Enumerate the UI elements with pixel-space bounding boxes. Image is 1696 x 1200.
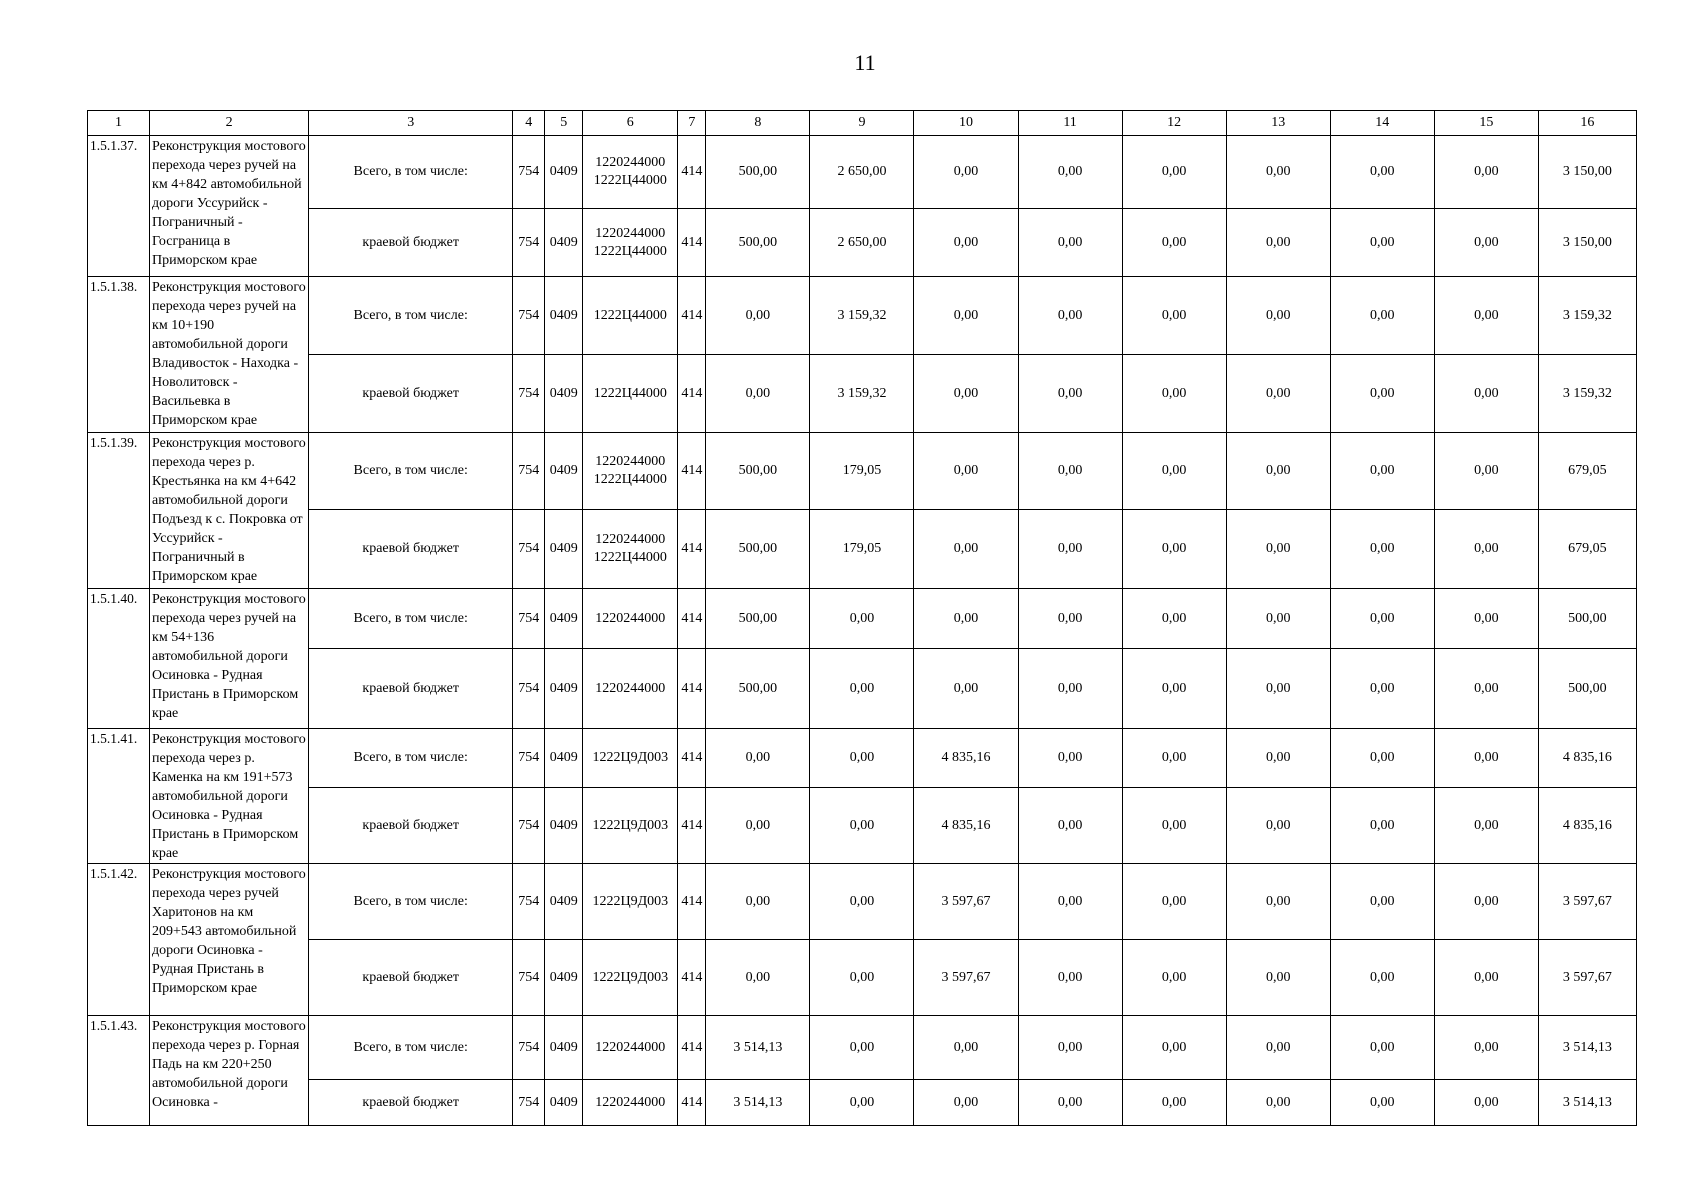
target-article-cell bbox=[583, 1016, 678, 1080]
section-code-cell: 0409 bbox=[545, 277, 583, 355]
table-row bbox=[88, 864, 1637, 940]
header-cell: 13 bbox=[1226, 111, 1330, 136]
table-row bbox=[88, 729, 1637, 788]
amount-cell: 500,00 bbox=[706, 433, 810, 510]
grbs-code-cell: 754 bbox=[513, 433, 545, 510]
section-code-cell: 0409 bbox=[545, 1016, 583, 1080]
amount-cell: 0,00 bbox=[1226, 510, 1330, 589]
amount-cell: 0,00 bbox=[810, 940, 914, 1016]
target-article-cell bbox=[583, 864, 678, 940]
amount-cell: 0,00 bbox=[1226, 649, 1330, 729]
amount-cell: 3 159,32 bbox=[810, 277, 914, 355]
header-cell: 15 bbox=[1434, 111, 1538, 136]
table-row bbox=[88, 277, 1637, 355]
target-article-code: 1220244000 bbox=[595, 454, 666, 469]
amount-cell: 0,00 bbox=[1018, 209, 1122, 277]
table-row bbox=[88, 1016, 1637, 1080]
amount-cell: 500,00 bbox=[706, 589, 810, 649]
amount-cell: 3 159,32 bbox=[1538, 277, 1636, 355]
target-article-cell bbox=[583, 940, 678, 1016]
amount-cell: 3 150,00 bbox=[1538, 136, 1636, 209]
amount-cell: 0,00 bbox=[706, 355, 810, 433]
amount-cell: 0,00 bbox=[914, 433, 1018, 510]
amount-cell: 0,00 bbox=[1330, 589, 1434, 649]
target-article-cell bbox=[583, 136, 678, 209]
header-cell: 9 bbox=[810, 111, 914, 136]
amount-cell: 0,00 bbox=[1434, 788, 1538, 864]
grbs-code-cell: 754 bbox=[513, 277, 545, 355]
header-cell: 2 bbox=[150, 111, 309, 136]
amount-cell: 3 150,00 bbox=[1538, 209, 1636, 277]
amount-cell: 0,00 bbox=[1122, 209, 1226, 277]
section-code-cell: 0409 bbox=[545, 788, 583, 864]
header-row bbox=[88, 111, 1637, 136]
funding-type-cell: Всего, в том числе: bbox=[309, 589, 513, 649]
target-article-code: 1222Ц9Д003 bbox=[592, 817, 669, 833]
amount-cell: 0,00 bbox=[1434, 433, 1538, 510]
target-article-code: 1222Ц44000 bbox=[593, 550, 667, 565]
funding-type-cell: Всего, в том числе: bbox=[309, 433, 513, 510]
expense-type-cell: 414 bbox=[678, 510, 706, 589]
expense-type-cell: 414 bbox=[678, 1080, 706, 1126]
expense-type-cell: 414 bbox=[678, 433, 706, 510]
target-article-code: 1220244000 bbox=[595, 225, 666, 241]
section-code-cell: 0409 bbox=[545, 355, 583, 433]
item-name-cell: Реконструкция мостового перехода через р. Горная Падь на км 220+250 автомобильной дороги Осиновка - bbox=[150, 1016, 309, 1126]
header-cell: 16 bbox=[1538, 111, 1636, 136]
target-article-code: 1222Ц9Д003 bbox=[592, 750, 669, 766]
amount-cell: 0,00 bbox=[1122, 649, 1226, 729]
amount-cell: 0,00 bbox=[1434, 729, 1538, 788]
section-code-cell: 0409 bbox=[545, 136, 583, 209]
target-article-cell bbox=[583, 277, 678, 355]
amount-cell: 0,00 bbox=[914, 209, 1018, 277]
amount-cell: 500,00 bbox=[706, 510, 810, 589]
amount-cell: 0,00 bbox=[1434, 940, 1538, 1016]
item-number-cell: 1.5.1.39. bbox=[88, 433, 150, 589]
item-number-cell: 1.5.1.42. bbox=[88, 864, 150, 1016]
budget-table bbox=[87, 110, 1637, 1126]
amount-cell: 4 835,16 bbox=[914, 729, 1018, 788]
expense-type-cell: 414 bbox=[678, 277, 706, 355]
item-name-cell: Реконструкция мостового перехода через р. Крестьянка на км 4+642 автомобильной дороги Подъезд к с. Покровка от Уссурийск - Пограничный в Приморском крае bbox=[150, 433, 309, 589]
expense-type-cell: 414 bbox=[678, 940, 706, 1016]
amount-cell: 0,00 bbox=[1226, 864, 1330, 940]
amount-cell: 0,00 bbox=[1018, 940, 1122, 1016]
amount-cell: 0,00 bbox=[706, 729, 810, 788]
header-cell: 8 bbox=[706, 111, 810, 136]
amount-cell: 0,00 bbox=[1330, 277, 1434, 355]
funding-type-cell: Всего, в том числе: bbox=[309, 277, 513, 355]
amount-cell: 0,00 bbox=[1226, 277, 1330, 355]
amount-cell: 0,00 bbox=[1226, 1080, 1330, 1126]
amount-cell: 0,00 bbox=[1330, 864, 1434, 940]
amount-cell: 0,00 bbox=[914, 136, 1018, 209]
table-row bbox=[88, 940, 1637, 1016]
section-code-cell: 0409 bbox=[545, 589, 583, 649]
target-article-cell bbox=[583, 355, 678, 433]
amount-cell: 0,00 bbox=[1434, 136, 1538, 209]
amount-cell: 0,00 bbox=[1018, 510, 1122, 589]
item-name-cell: Реконструкция мостового перехода через ручей на км 10+190 автомобильной дороги Владивосток - Находка - Новолитовск - Васильевка в Приморском крае bbox=[150, 277, 309, 433]
funding-type-cell: Всего, в том числе: bbox=[309, 729, 513, 788]
table-row bbox=[88, 510, 1637, 589]
amount-cell: 0,00 bbox=[1434, 510, 1538, 589]
expense-type-cell: 414 bbox=[678, 649, 706, 729]
amount-cell: 0,00 bbox=[1434, 649, 1538, 729]
amount-cell: 3 597,67 bbox=[1538, 864, 1636, 940]
target-article-cell bbox=[583, 209, 678, 277]
expense-type-cell: 414 bbox=[678, 355, 706, 433]
amount-cell: 0,00 bbox=[1434, 1016, 1538, 1080]
funding-type-cell: Всего, в том числе: bbox=[309, 864, 513, 940]
amount-cell: 0,00 bbox=[914, 277, 1018, 355]
amount-cell: 0,00 bbox=[1330, 940, 1434, 1016]
grbs-code-cell: 754 bbox=[513, 788, 545, 864]
target-article-code: 1222Ц44000 bbox=[593, 173, 667, 188]
amount-cell: 0,00 bbox=[1018, 649, 1122, 729]
amount-cell: 0,00 bbox=[1226, 136, 1330, 209]
item-number-cell: 1.5.1.41. bbox=[88, 729, 150, 864]
expense-type-cell: 414 bbox=[678, 209, 706, 277]
amount-cell: 0,00 bbox=[914, 649, 1018, 729]
amount-cell: 500,00 bbox=[706, 136, 810, 209]
funding-type-cell: краевой бюджет bbox=[309, 1080, 513, 1126]
funding-type-cell: краевой бюджет bbox=[309, 510, 513, 589]
item-name-cell: Реконструкция мостового перехода через р. Каменка на км 191+573 автомобильной дороги Осиновка - Рудная Пристань в Приморском крае bbox=[150, 729, 309, 864]
amount-cell: 0,00 bbox=[706, 864, 810, 940]
amount-cell: 0,00 bbox=[914, 355, 1018, 433]
item-number-cell: 1.5.1.37. bbox=[88, 136, 150, 277]
section-code-cell: 0409 bbox=[545, 864, 583, 940]
grbs-code-cell: 754 bbox=[513, 355, 545, 433]
header-cell: 11 bbox=[1018, 111, 1122, 136]
grbs-code-cell: 754 bbox=[513, 729, 545, 788]
amount-cell: 0,00 bbox=[1122, 864, 1226, 940]
amount-cell: 0,00 bbox=[810, 729, 914, 788]
amount-cell: 0,00 bbox=[1330, 729, 1434, 788]
amount-cell: 3 597,67 bbox=[914, 940, 1018, 1016]
target-article-code: 1220244000 bbox=[595, 1039, 666, 1055]
amount-cell: 2 650,00 bbox=[810, 209, 914, 277]
amount-cell: 0,00 bbox=[1018, 136, 1122, 209]
target-article-code: 1222Ц9Д003 bbox=[592, 969, 669, 985]
target-article-code: 1222Ц44000 bbox=[593, 385, 667, 401]
section-code-cell: 0409 bbox=[545, 729, 583, 788]
amount-cell: 0,00 bbox=[1330, 649, 1434, 729]
amount-cell: 0,00 bbox=[914, 1016, 1018, 1080]
grbs-code-cell: 754 bbox=[513, 864, 545, 940]
target-article-cell bbox=[583, 1080, 678, 1126]
amount-cell: 500,00 bbox=[706, 209, 810, 277]
target-article-cell bbox=[583, 433, 678, 510]
amount-cell: 0,00 bbox=[810, 864, 914, 940]
target-article-cell bbox=[583, 649, 678, 729]
page-number: 11 bbox=[854, 50, 876, 75]
grbs-code-cell: 754 bbox=[513, 589, 545, 649]
amount-cell: 0,00 bbox=[1330, 433, 1434, 510]
grbs-code-cell: 754 bbox=[513, 136, 545, 209]
target-article-code: 1222Ц44000 bbox=[593, 307, 667, 323]
amount-cell: 2 650,00 bbox=[810, 136, 914, 209]
amount-cell: 0,00 bbox=[1226, 355, 1330, 433]
amount-cell: 500,00 bbox=[1538, 649, 1636, 729]
amount-cell: 0,00 bbox=[706, 940, 810, 1016]
amount-cell: 4 835,16 bbox=[1538, 788, 1636, 864]
grbs-code-cell: 754 bbox=[513, 209, 545, 277]
amount-cell: 0,00 bbox=[914, 589, 1018, 649]
amount-cell: 0,00 bbox=[1434, 277, 1538, 355]
table-row bbox=[88, 209, 1637, 277]
amount-cell: 179,05 bbox=[810, 433, 914, 510]
amount-cell: 679,05 bbox=[1538, 433, 1636, 510]
amount-cell: 0,00 bbox=[1122, 589, 1226, 649]
amount-cell: 500,00 bbox=[706, 649, 810, 729]
amount-cell: 0,00 bbox=[1226, 589, 1330, 649]
amount-cell: 0,00 bbox=[1434, 355, 1538, 433]
amount-cell: 3 514,13 bbox=[706, 1080, 810, 1126]
amount-cell: 0,00 bbox=[810, 788, 914, 864]
amount-cell: 0,00 bbox=[810, 589, 914, 649]
amount-cell: 0,00 bbox=[1018, 864, 1122, 940]
amount-cell: 0,00 bbox=[1226, 433, 1330, 510]
header-cell: 4 bbox=[513, 111, 545, 136]
amount-cell: 0,00 bbox=[1330, 136, 1434, 209]
grbs-code-cell: 754 bbox=[513, 649, 545, 729]
section-code-cell: 0409 bbox=[545, 209, 583, 277]
amount-cell: 0,00 bbox=[1434, 1080, 1538, 1126]
header-cell: 1 bbox=[88, 111, 150, 136]
amount-cell: 3 159,32 bbox=[810, 355, 914, 433]
amount-cell: 0,00 bbox=[1330, 1016, 1434, 1080]
funding-type-cell: краевой бюджет bbox=[309, 355, 513, 433]
target-article-cell bbox=[583, 510, 678, 589]
target-article-code: 1220244000 bbox=[595, 610, 666, 626]
amount-cell: 0,00 bbox=[1018, 355, 1122, 433]
amount-cell: 0,00 bbox=[1122, 940, 1226, 1016]
amount-cell: 3 597,67 bbox=[1538, 940, 1636, 1016]
header-cell: 6 bbox=[583, 111, 678, 136]
amount-cell: 0,00 bbox=[1122, 510, 1226, 589]
section-code-cell: 0409 bbox=[545, 433, 583, 510]
amount-cell: 0,00 bbox=[1122, 1016, 1226, 1080]
amount-cell: 0,00 bbox=[1122, 277, 1226, 355]
funding-type-cell: краевой бюджет bbox=[309, 788, 513, 864]
header-cell: 10 bbox=[914, 111, 1018, 136]
amount-cell: 4 835,16 bbox=[914, 788, 1018, 864]
amount-cell: 0,00 bbox=[1018, 788, 1122, 864]
amount-cell: 0,00 bbox=[1122, 788, 1226, 864]
amount-cell: 0,00 bbox=[1434, 864, 1538, 940]
amount-cell: 500,00 bbox=[1538, 589, 1636, 649]
amount-cell: 0,00 bbox=[1330, 1080, 1434, 1126]
table-row bbox=[88, 649, 1637, 729]
amount-cell: 0,00 bbox=[1330, 788, 1434, 864]
amount-cell: 0,00 bbox=[810, 1016, 914, 1080]
section-code-cell: 0409 bbox=[545, 510, 583, 589]
header-cell: 5 bbox=[545, 111, 583, 136]
header-cell: 7 bbox=[678, 111, 706, 136]
amount-cell: 0,00 bbox=[1434, 209, 1538, 277]
target-article-code: 1220244000 bbox=[595, 532, 666, 547]
item-number-cell: 1.5.1.38. bbox=[88, 277, 150, 433]
amount-cell: 679,05 bbox=[1538, 510, 1636, 589]
amount-cell: 3 597,67 bbox=[914, 864, 1018, 940]
amount-cell: 0,00 bbox=[1226, 940, 1330, 1016]
expense-type-cell: 414 bbox=[678, 788, 706, 864]
amount-cell: 0,00 bbox=[1226, 729, 1330, 788]
amount-cell: 0,00 bbox=[706, 277, 810, 355]
grbs-code-cell: 754 bbox=[513, 1080, 545, 1126]
amount-cell: 3 514,13 bbox=[1538, 1080, 1636, 1126]
target-article-code: 1220244000 bbox=[595, 680, 666, 696]
amount-cell: 0,00 bbox=[1226, 1016, 1330, 1080]
amount-cell: 0,00 bbox=[1226, 209, 1330, 277]
section-code-cell: 0409 bbox=[545, 940, 583, 1016]
amount-cell: 179,05 bbox=[810, 510, 914, 589]
table-row bbox=[88, 136, 1637, 209]
table-row bbox=[88, 355, 1637, 433]
table-row bbox=[88, 788, 1637, 864]
amount-cell: 3 159,32 bbox=[1538, 355, 1636, 433]
amount-cell: 0,00 bbox=[1018, 729, 1122, 788]
expense-type-cell: 414 bbox=[678, 864, 706, 940]
item-name-cell: Реконструкция мостового перехода через ручей Харитонов на км 209+543 автомобильной дороги Осиновка - Рудная Пристань в Приморском крае bbox=[150, 864, 309, 1016]
table-row bbox=[88, 1080, 1637, 1126]
amount-cell: 3 514,13 bbox=[706, 1016, 810, 1080]
expense-type-cell: 414 bbox=[678, 589, 706, 649]
funding-type-cell: краевой бюджет bbox=[309, 940, 513, 1016]
header-cell: 3 bbox=[309, 111, 513, 136]
funding-type-cell: Всего, в том числе: bbox=[309, 1016, 513, 1080]
expense-type-cell: 414 bbox=[678, 729, 706, 788]
item-number-cell: 1.5.1.40. bbox=[88, 589, 150, 729]
target-article-code: 1220244000 bbox=[595, 1094, 666, 1110]
target-article-cell bbox=[583, 729, 678, 788]
funding-type-cell: краевой бюджет bbox=[309, 209, 513, 277]
target-article-cell bbox=[583, 589, 678, 649]
amount-cell: 0,00 bbox=[810, 1080, 914, 1126]
amount-cell: 0,00 bbox=[1122, 136, 1226, 209]
amount-cell: 0,00 bbox=[1018, 1080, 1122, 1126]
expense-type-cell: 414 bbox=[678, 136, 706, 209]
amount-cell: 4 835,16 bbox=[1538, 729, 1636, 788]
item-name-cell: Реконструкция мостового перехода через ручей на км 54+136 автомобильной дороги Осиновка - Рудная Пристань в Приморском крае bbox=[150, 589, 309, 729]
expense-type-cell: 414 bbox=[678, 1016, 706, 1080]
amount-cell: 0,00 bbox=[1018, 1016, 1122, 1080]
amount-cell: 0,00 bbox=[1018, 277, 1122, 355]
amount-cell: 0,00 bbox=[1018, 589, 1122, 649]
target-article-code: 1220244000 bbox=[595, 155, 666, 170]
amount-cell: 0,00 bbox=[1330, 510, 1434, 589]
amount-cell: 0,00 bbox=[810, 649, 914, 729]
header-cell: 14 bbox=[1330, 111, 1434, 136]
amount-cell: 0,00 bbox=[914, 1080, 1018, 1126]
grbs-code-cell: 754 bbox=[513, 940, 545, 1016]
target-article-code: 1222Ц44000 bbox=[593, 243, 667, 259]
amount-cell: 0,00 bbox=[1122, 433, 1226, 510]
amount-cell: 0,00 bbox=[1122, 1080, 1226, 1126]
amount-cell: 0,00 bbox=[706, 788, 810, 864]
amount-cell: 3 514,13 bbox=[1538, 1016, 1636, 1080]
amount-cell: 0,00 bbox=[914, 510, 1018, 589]
grbs-code-cell: 754 bbox=[513, 510, 545, 589]
amount-cell: 0,00 bbox=[1434, 589, 1538, 649]
item-number-cell: 1.5.1.43. bbox=[88, 1016, 150, 1126]
funding-type-cell: Всего, в том числе: bbox=[309, 136, 513, 209]
table-row bbox=[88, 433, 1637, 510]
amount-cell: 0,00 bbox=[1226, 788, 1330, 864]
target-article-cell bbox=[583, 788, 678, 864]
table-row bbox=[88, 589, 1637, 649]
grbs-code-cell: 754 bbox=[513, 1016, 545, 1080]
target-article-code: 1222Ц44000 bbox=[593, 472, 667, 487]
header-cell: 12 bbox=[1122, 111, 1226, 136]
target-article-code: 1222Ц9Д003 bbox=[592, 893, 669, 909]
funding-type-cell: краевой бюджет bbox=[309, 649, 513, 729]
amount-cell: 0,00 bbox=[1330, 355, 1434, 433]
amount-cell: 0,00 bbox=[1018, 433, 1122, 510]
amount-cell: 0,00 bbox=[1330, 209, 1434, 277]
section-code-cell: 0409 bbox=[545, 649, 583, 729]
amount-cell: 0,00 bbox=[1122, 355, 1226, 433]
amount-cell: 0,00 bbox=[1122, 729, 1226, 788]
item-name-cell: Реконструкция мостового перехода через ручей на км 4+842 автомобильной дороги Уссурийск - Пограничный - Госграница в Приморском крае bbox=[150, 136, 309, 277]
section-code-cell: 0409 bbox=[545, 1080, 583, 1126]
